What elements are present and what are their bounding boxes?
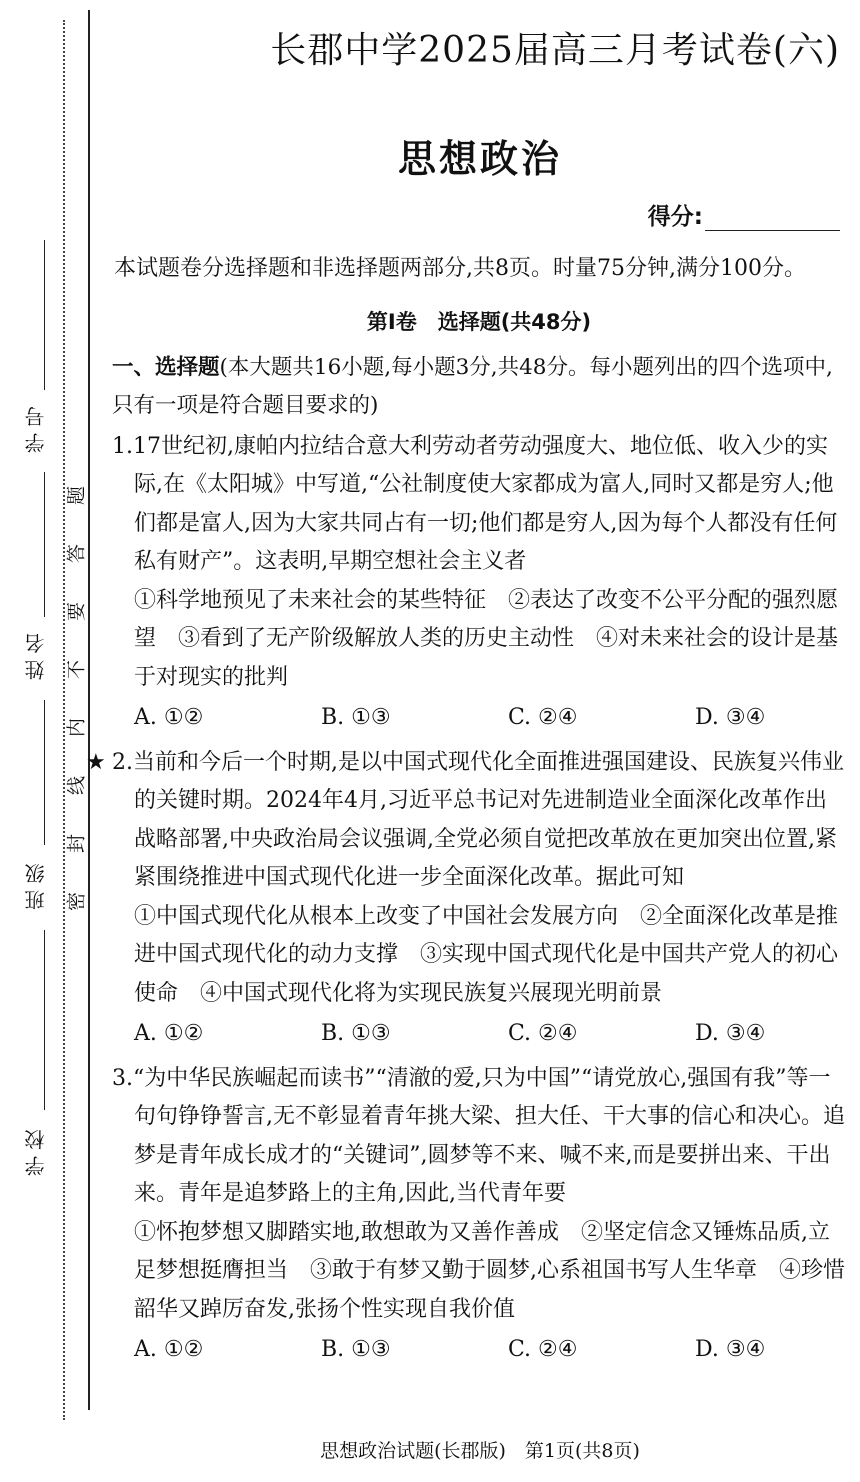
seal-char: 要 xyxy=(65,602,88,622)
question-2 xyxy=(86,744,846,898)
seal-char: 密 xyxy=(65,892,88,912)
name-line xyxy=(44,472,45,617)
exam-title: 长郡中学2025届高三月考试卷(六) xyxy=(270,30,840,71)
choice-b: B. ①③ xyxy=(321,1021,391,1046)
choice-d: D. ③④ xyxy=(695,1021,766,1046)
choice-c: C. ②④ xyxy=(508,705,578,730)
binding-margin xyxy=(0,0,100,1482)
seal-char: 线 xyxy=(65,776,88,796)
student-id-label: 学 号 xyxy=(24,406,48,454)
question-3 xyxy=(112,1060,846,1214)
score-field xyxy=(648,198,840,231)
score-blank-line xyxy=(705,204,840,231)
student-id-line xyxy=(44,240,45,390)
question-1 xyxy=(112,428,846,582)
part-description: (本大题共16小题,每小题3分,共48分。每小题列出的四个选项中,只有一项是符合题目要求的) xyxy=(112,354,833,418)
choice-a: A. ①② xyxy=(134,1021,204,1046)
class-line xyxy=(44,700,45,845)
question-number: 3. xyxy=(112,1065,133,1091)
choice-a: A. ①② xyxy=(134,705,204,730)
choice-a: A. ①② xyxy=(134,1337,204,1362)
question-stem: 当前和今后一个时期,是以中国式现代化全面推进强国建设、民族复兴伟业的关键时期。2024年4月,习近平总书记对先进制造业全面深化改革作出战略部署,中央政治局会议强调,全党必须自觉把改革放在更加突出位置,紧紧围绕推进中国式现代化进一步全面深化改革。据此可知 xyxy=(133,749,844,890)
seal-char: 内 xyxy=(65,718,88,738)
page-footer: 思想政治试题(长郡版) 第1页(共8页) xyxy=(320,1440,640,1462)
star-icon: ★ xyxy=(86,749,106,775)
seal-char: 答 xyxy=(65,544,88,564)
question-number: 2. xyxy=(112,749,133,775)
school-label: 学 校 xyxy=(24,1129,48,1177)
question-statements: ①中国式现代化从根本上改变了中国社会发展方向 ②全面深化改革是推进中国式现代化的动力支撑 ③实现中国式现代化是中国共产党人的初心使命 ④中国式现代化将为实现民族复兴展现光明前景 xyxy=(134,903,839,1006)
exam-content xyxy=(86,250,846,1376)
choice-b: B. ①③ xyxy=(321,1337,391,1362)
part-intro xyxy=(112,349,846,426)
section-title: 第Ⅰ卷 选择题(共48分) xyxy=(366,309,592,334)
seal-char: 不 xyxy=(65,660,88,680)
choice-d: D. ③④ xyxy=(695,1337,766,1362)
answer-choices xyxy=(112,1331,846,1370)
margin-solid-line xyxy=(88,10,90,1410)
choice-b: B. ①③ xyxy=(321,705,391,730)
answer-choices xyxy=(112,699,846,738)
choice-c: C. ②④ xyxy=(508,1337,578,1362)
seal-char: 题 xyxy=(65,486,88,506)
question-statements: ①科学地预见了未来社会的某些特征 ②表达了改变不公平分配的强烈愿望 ③看到了无产阶级解放人类的历史主动性 ④对未来社会的设计是基于对现实的批判 xyxy=(134,587,839,690)
seal-char: 封 xyxy=(65,834,88,854)
question-stem: “为中华民族崛起而读书”“清澈的爱,只为中国”“请党放心,强国有我”等一句句铮铮誓言,无不彰显着青年挑大梁、担大任、干大事的信心和决心。追梦是青年成长成才的“关键词”,圆梦等不来、喊不来,而是要拼出来、干出来。青年是追梦路上的主角,因此,当代青年要 xyxy=(133,1065,845,1206)
score-label: 得分: xyxy=(647,204,703,230)
name-label: 姓 名 xyxy=(24,633,48,681)
question-statements: ①怀抱梦想又脚踏实地,敢想敢为又善作善成 ②坚定信念又锤炼品质,立足梦想挺膺担当 ③敢于有梦又勤于圆梦,心系祖国书写人生华章 ④珍惜韶华又踔厉奋发,张扬个性实现自我价值 xyxy=(134,1219,845,1322)
question-number: 1. xyxy=(112,433,133,459)
subject-title: 思想政治 xyxy=(397,137,562,181)
answer-choices xyxy=(112,1015,846,1054)
question-stem: 17世纪初,康帕内拉结合意大利劳动者劳动强度大、地位低、收入少的实际,在《太阳城》中写道,“公社制度使大家都成为富人,同时又都是穷人;他们都是富人,因为大家共同占有一切;他们都是穷人,因为每个人都没有任何私有财产”。这表明,早期空想社会主义者 xyxy=(133,433,838,574)
exam-intro: 本试题卷分选择题和非选择题两部分,共8页。时量75分钟,满分100分。 xyxy=(114,256,806,281)
part-label: 一、选择题 xyxy=(112,354,220,380)
class-label: 班 级 xyxy=(24,863,48,911)
choice-d: D. ③④ xyxy=(695,705,766,730)
school-line xyxy=(44,930,45,1110)
choice-c: C. ②④ xyxy=(508,1021,578,1046)
